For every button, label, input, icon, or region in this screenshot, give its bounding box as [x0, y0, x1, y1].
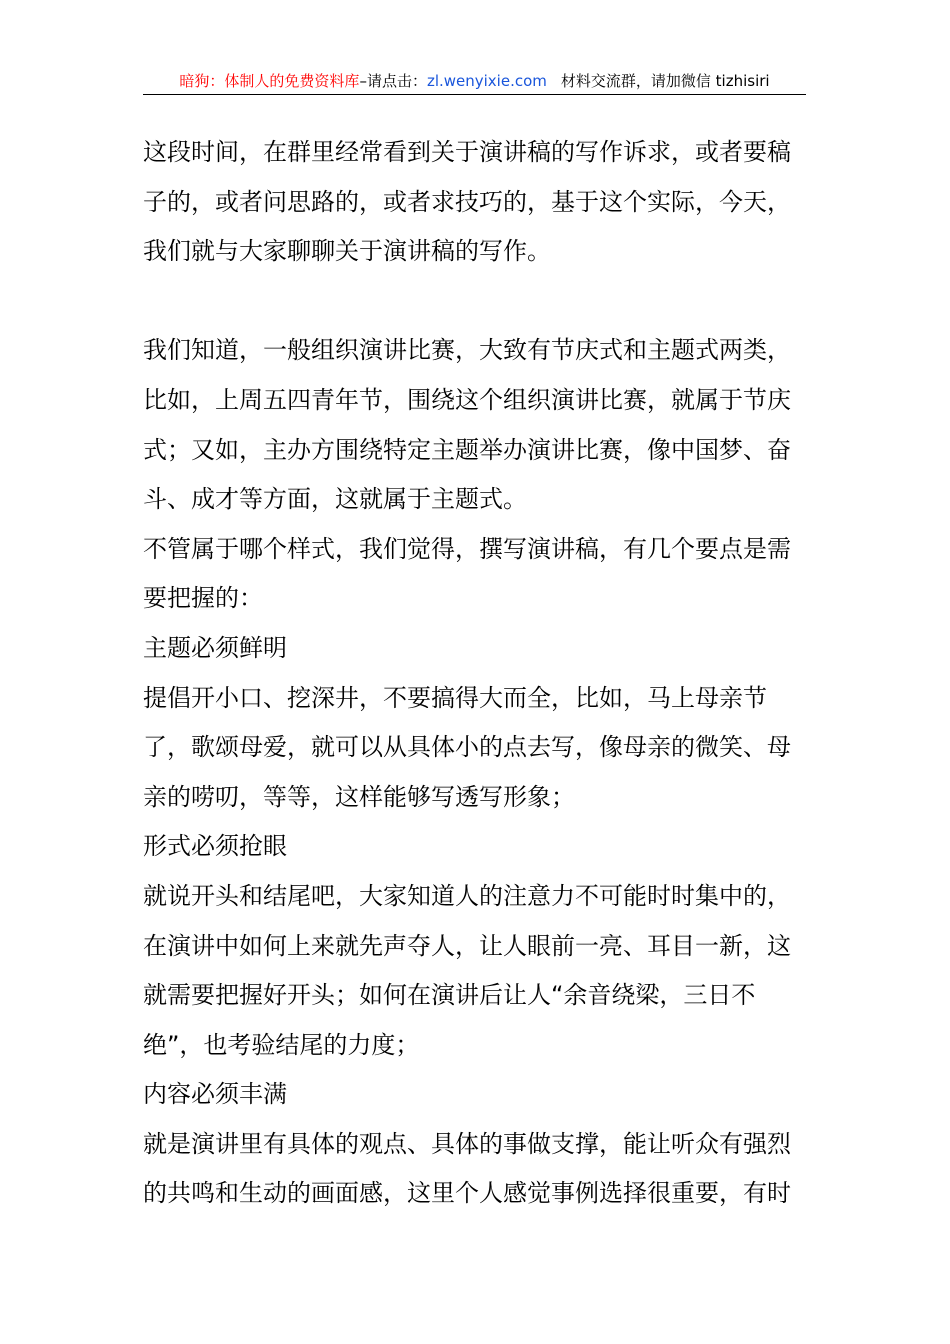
header-brand: 暗狗：体制人的免费资料库: [179, 72, 360, 90]
document-body: [143, 128, 813, 1219]
paragraph-types: 我们知道，一般组织演讲比赛，大致有节庆式和主题式两类，比如，上周五四青年节，围绕这个组织演讲比赛，就属于节庆式；又如，主办方围绕特定主题举办演讲比赛，像中国梦、奋斗、成才等方面，这就属于主题式。: [143, 336, 791, 514]
paragraph-key-points: 不管属于哪个样式，我们觉得，撰写演讲稿，有几个要点是需要把握的：: [143, 534, 791, 613]
paragraph-intro: 这段时间，在群里经常看到关于演讲稿的写作诉求，或者要稿子的，或者问思路的，或者求技巧的，基于这个实际，今天，我们就与大家聊聊关于演讲稿的写作。: [143, 138, 791, 266]
header-prompt: –请点击：: [359, 72, 427, 90]
blank-line: [143, 277, 813, 327]
header-link[interactable]: zl.wenyixie.com: [426, 72, 547, 90]
heading-form: 形式必须抢眼: [143, 832, 287, 861]
heading-content: 内容必须丰满: [143, 1080, 287, 1109]
paragraph-form: 就说开头和结尾吧，大家知道人的注意力不可能时时集中的，在演讲中如何上来就先声夺人，让人眼前一亮、耳目一新，这就需要把握好开头；如何在演讲后让人“余音绕梁，三日不绝”，也考验结尾的力度；: [143, 881, 791, 1059]
paragraph-theme: 提倡开小口、挖深井，不要搞得大而全，比如，马上母亲节了，歌颂母爱，就可以从具体小的点去写，像母亲的微笑、母亲的唠叨，等等，这样能够写透写形象；: [143, 683, 791, 811]
heading-theme: 主题必须鲜明: [143, 633, 287, 662]
header-group-info: 材料交流群，请加微信 tizhisiri: [560, 72, 770, 90]
page-header: [143, 68, 806, 95]
paragraph-content: 就是演讲里有具体的观点、具体的事做支撑，能让听众有强烈的共鸣和生动的画面感，这里个人感觉事例选择很重要，有时: [143, 1129, 791, 1208]
